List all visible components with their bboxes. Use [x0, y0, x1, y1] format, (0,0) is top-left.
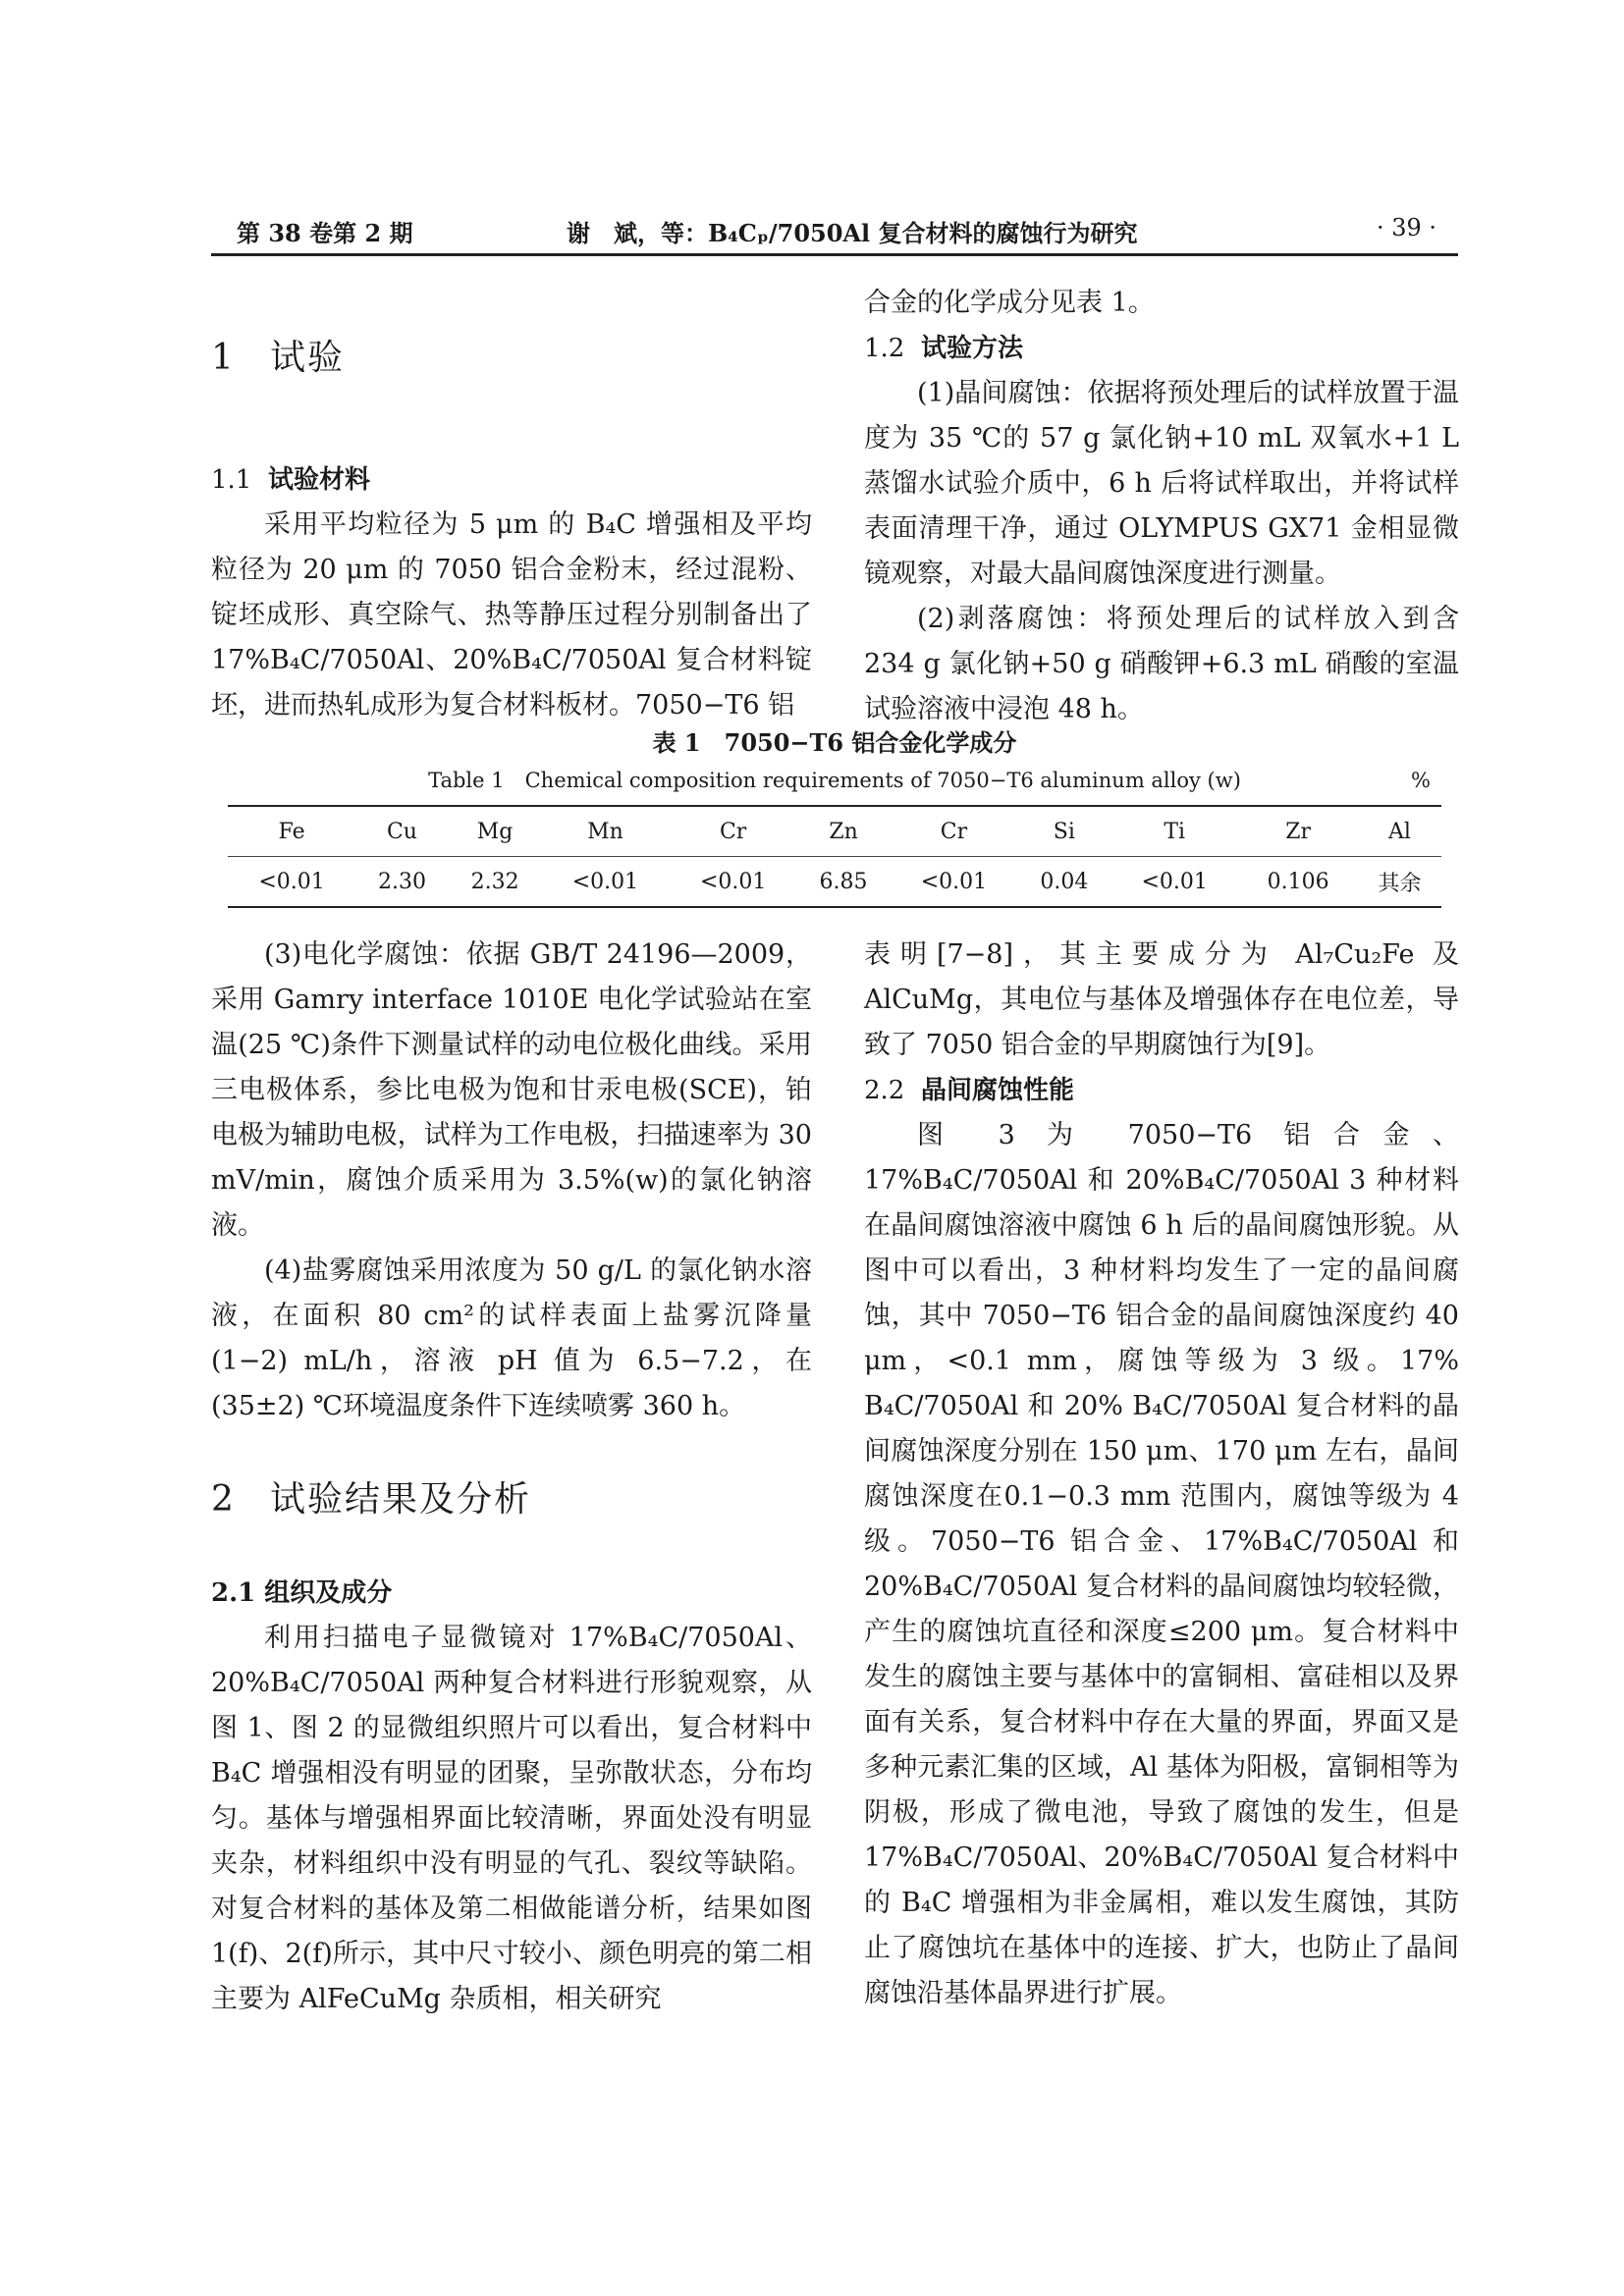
right-column-bottom: [864, 933, 1459, 2016]
table-header-cell: Cu: [386, 819, 417, 844]
table-row: [228, 857, 1441, 908]
paragraph-exfoliation-method: (2)剥落腐蚀：将预处理后的试样放入到含 234 g 氯化钠+50 g 硝酸钾+6.3 mL 硝酸的室温试验溶液中浸泡 48 h。: [864, 604, 1459, 724]
table-cell: 2.32: [470, 869, 519, 894]
paragraph-materials: 采用平均粒径为 5 μm 的 B₄C 增强相及平均粒径为 20 μm 的 7050 铝合金粉末，经过混粉、锭坯成形、真空除气、热等静压过程分别制备出了 17%B₄C/7050Al、20%B₄C/7050Al 复合材料锭坯，进而热轧成形为复合材料板材。7050−T6 铝: [211, 509, 812, 721]
composition-table: [228, 805, 1441, 908]
table-cell: 6.85: [819, 869, 868, 894]
subsection-2-2-number: 2.2: [864, 1076, 905, 1105]
running-header: [211, 210, 1458, 256]
table-1-unit: %: [1411, 769, 1431, 792]
table-cell: <0.01: [920, 869, 988, 894]
table-1: [211, 726, 1458, 908]
table-cell: 其余: [1378, 871, 1422, 896]
section-2-number: 2: [211, 1479, 236, 1520]
subsection-1-2-number: 1.2: [864, 334, 905, 363]
paragraph-microstructure: 利用扫描电子显微镜对 17%B₄C/7050Al、20%B₄C/7050Al 两种复合材料进行形貌观察，从图 1、图 2 的显微组织照片可以看出，复合材料中 B₄C 增强相没有明显的团聚，呈弥散状态，分布均匀。基体与增强相界面比较清晰，界面处没有明显夹杂，材料组织中没有明显的气孔、裂纹等缺陷。对复合材料的基体及第二相做能谱分析，结果如图 1(f)、2(f)所示，其中尺寸较小、颜色明亮的第二相主要为 AlFeCuMg 杂质相，相关研究: [211, 1623, 812, 2014]
section-2-heading: [211, 1468, 812, 1531]
left-column-bottom: [211, 933, 812, 2022]
table-1-caption-en: [211, 764, 1458, 797]
table-header-cell: Mg: [476, 819, 514, 844]
table-header-cell: Cr: [940, 819, 968, 844]
table-header-cell: Ti: [1164, 819, 1186, 844]
header-page-number: · 39 ·: [1376, 214, 1436, 241]
left-column-top: [211, 324, 812, 728]
table-1-caption-cn: 表 1 7050−T6 铝合金化学成分: [652, 728, 1017, 757]
table-cell: <0.01: [571, 869, 639, 894]
table-header-cell: Zr: [1285, 819, 1312, 844]
table-cell: <0.01: [699, 869, 767, 894]
section-1-title: 试验: [270, 338, 346, 378]
section-1-number: 1: [211, 338, 236, 378]
table-header-cell: Fe: [278, 819, 305, 844]
header-volume: 第 38 卷第 2 期: [237, 219, 413, 247]
subsection-2-2-title: 晶间腐蚀性能: [921, 1076, 1075, 1105]
table-header-cell: Cr: [719, 819, 747, 844]
subsection-1-2-heading: [864, 326, 1459, 371]
right-column-top: [864, 281, 1459, 732]
subsection-1-1-title: 试验材料: [268, 465, 371, 495]
subsection-1-1-number: 1.1: [211, 465, 252, 495]
table-cell: <0.01: [258, 869, 325, 894]
subsection-2-2-heading: [864, 1068, 1459, 1113]
table-header-cell: Si: [1053, 819, 1075, 844]
paragraph-salt-spray-method: (4)盐雾腐蚀采用浓度为 50 g/L 的氯化钠水溶液，在面积 80 cm²的试样表面上盐雾沉降量(1−2) mL/h，溶液 pH 值为 6.5−7.2，在(35±2) ℃环境温度条件下连续喷雾 360 h。: [211, 1255, 812, 1421]
section-1-heading: [211, 324, 812, 393]
table-cell: <0.01: [1141, 869, 1208, 894]
paragraph-electrochemical-method: (3)电化学腐蚀：依据 GB/T 24196—2009，采用 Gamry interface 1010E 电化学试验站在室温(25 ℃)条件下测量试样的动电位极化曲线。采用三电极体系，参比电极为饱和甘汞电极(SCE)，铂电极为辅助电极，试样为工作电极，扫描速率为 30 mV/min，腐蚀介质采用为 3.5%(w)的氯化钠溶液。: [211, 939, 812, 1241]
paragraph-microstructure-continued: 表明[7−8]，其主要成分为 Al₇Cu₂Fe 及 AlCuMg，其电位与基体及增强体存在电位差，导致了 7050 铝合金的早期腐蚀行为[9]。: [864, 939, 1459, 1060]
table-header-row: [228, 806, 1441, 857]
section-2-title: 试验结果及分析: [270, 1479, 532, 1520]
paragraph-intergranular-results: 图 3 为 7050−T6 铝合金、17%B₄C/7050Al 和 20%B₄C/7050Al 3 种材料在晶间腐蚀溶液中腐蚀 6 h 后的晶间腐蚀形貌。从图中可以看出，3 种材料均发生了一定的晶间腐蚀，其中 7050−T6 铝合金的晶间腐蚀深度约 40 μm，<0.1 mm，腐蚀等级为 3 级。17% B₄C/7050Al 和 20% B₄C/7050Al 复合材料的晶间腐蚀深度分别在 150 μm、170 μm 左右，晶间腐蚀深度在0.1−0.3 mm 范围内，腐蚀等级为 4 级。7050−T6 铝合金、17%B₄C/7050Al 和 20%B₄C/7050Al 复合材料的晶间腐蚀均较轻微，产生的腐蚀坑直径和深度≤200 μm。复合材料中发生的腐蚀主要与基体中的富铜相、富硅相以及界面有关系，复合材料中存在大量的界面，界面又是多种元素汇集的区域，Al 基体为阳极，富铜相等为阴极，形成了微电池，导致了腐蚀的发生，但是 17%B₄C/7050Al、20%B₄C/7050Al 复合材料中的 B₄C 增强相为非金属相，难以发生腐蚀，其防止了腐蚀坑在基体中的连接、扩大，也防止了晶间腐蚀沿基体晶界进行扩展。: [864, 1120, 1459, 2008]
subsection-2-1-heading: 2.1 组织及成分: [211, 1578, 393, 1608]
table-header-cell: Al: [1388, 819, 1411, 844]
subsection-1-1-heading: [211, 457, 812, 503]
table-cell: 0.04: [1040, 869, 1089, 894]
table-header-cell: Zn: [829, 819, 858, 844]
table-1-caption-en-text: Table 1 Chemical composition requirements of 7050−T6 aluminum alloy (w): [428, 769, 1241, 792]
table-cell: 0.106: [1267, 869, 1329, 894]
paragraph-intergranular-method: (1)晶间腐蚀：依据将预处理后的试样放置于温度为 35 ℃的 57 g 氯化钠+10 mL 双氧水+1 L 蒸馏水试验介质中，6 h 后将试样取出，并将试样表面清理干净，通过 OLYMPUS GX71 金相显微镜观察，对最大晶间腐蚀深度进行测量。: [864, 378, 1459, 589]
table-header-cell: Mn: [587, 819, 623, 844]
table-cell: 2.30: [377, 869, 426, 894]
paragraph-materials-continued: 合金的化学成分见表 1。: [864, 288, 1155, 318]
header-title: 谢 斌，等：B₄Cₚ/7050Al 复合材料的腐蚀行为研究: [567, 219, 1138, 247]
subsection-1-2-title: 试验方法: [921, 334, 1024, 363]
